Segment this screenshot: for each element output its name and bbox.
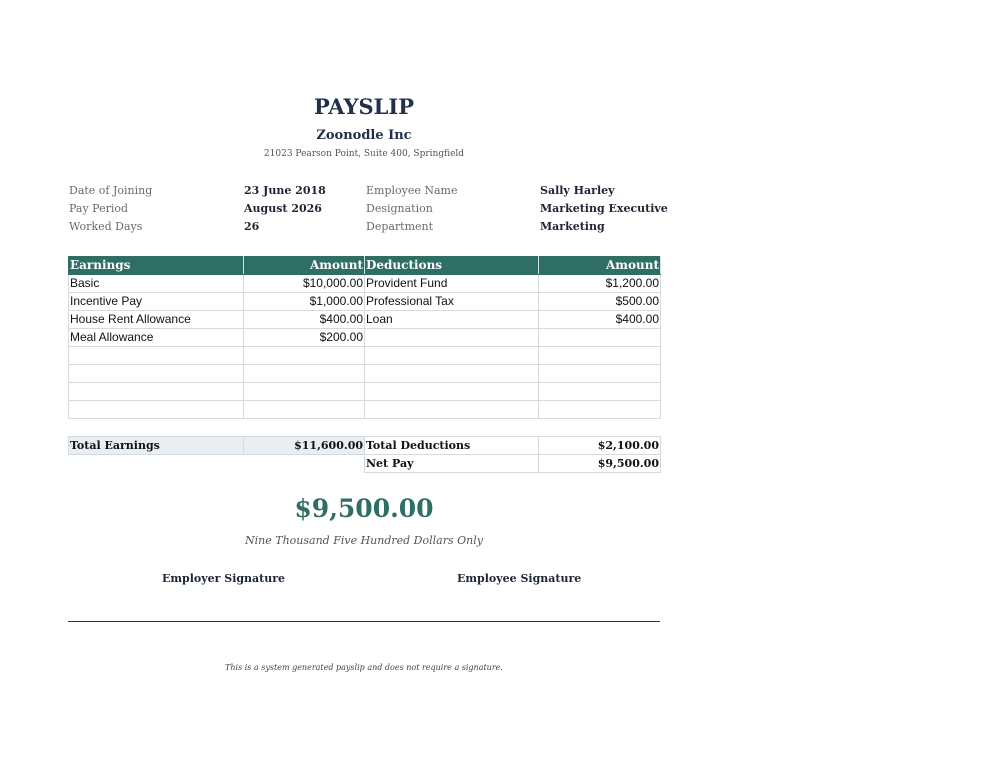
earning-amount: $1,000.00: [244, 293, 365, 311]
worked-days-label: Worked Days: [69, 220, 143, 233]
earning-name: Basic: [69, 275, 244, 293]
empty-row: [69, 365, 661, 383]
earning-amount: $10,000.00: [244, 275, 365, 293]
empty-cell: [365, 347, 539, 365]
empty-cell: [539, 401, 661, 419]
deduction-name: Professional Tax: [365, 293, 539, 311]
empty-cell: [539, 383, 661, 401]
earnings-deductions-table: [68, 256, 661, 473]
empty-cell: [365, 401, 539, 419]
net-pay-value: $9,500.00: [539, 455, 661, 473]
employee-name-label: Employee Name: [366, 184, 458, 197]
table-row: [69, 275, 661, 293]
worked-days-value: 26: [244, 220, 260, 233]
net-pay-words: Nine Thousand Five Hundred Dollars Only: [245, 534, 483, 547]
total-earnings-value: $11,600.00: [244, 437, 365, 455]
department-label: Department: [366, 220, 434, 233]
deduction-amount: $500.00: [539, 293, 661, 311]
earning-amount: $200.00: [244, 329, 365, 347]
info-right-values: [540, 182, 668, 236]
empty-cell: [244, 365, 365, 383]
pay-period-value: August 2026: [244, 202, 322, 215]
deductions-amount-header: Amount: [539, 257, 661, 275]
deduction-name: Loan: [365, 311, 539, 329]
net-pay-amount: $9,500.00: [294, 494, 434, 523]
pay-period-label: Pay Period: [69, 202, 129, 215]
empty-cell: [69, 347, 244, 365]
empty-row: [69, 347, 661, 365]
total-deductions-value: $2,100.00: [539, 437, 661, 455]
earnings-header: Earnings: [69, 257, 244, 275]
deduction-name: [365, 329, 539, 347]
empty-cell: [244, 383, 365, 401]
designation-value: Marketing Executive: [540, 202, 668, 215]
info-left-labels: [69, 182, 152, 236]
deduction-amount: $400.00: [539, 311, 661, 329]
earning-name: House Rent Allowance: [69, 311, 244, 329]
deductions-header: Deductions: [365, 257, 539, 275]
empty-cell: [69, 383, 244, 401]
earning-name: Incentive Pay: [69, 293, 244, 311]
info-left-values: [244, 182, 326, 236]
date-of-joining-value: 23 June 2018: [244, 184, 326, 197]
deduction-amount: [539, 329, 661, 347]
blank-cell: [244, 455, 365, 473]
table-row: [69, 293, 661, 311]
table-row: [69, 311, 661, 329]
employee-signature-label: Employee Signature: [457, 572, 582, 585]
deduction-name: Provident Fund: [365, 275, 539, 293]
info-right-labels: [366, 182, 458, 236]
employer-signature-label: Employer Signature: [162, 572, 286, 585]
table-row: [69, 329, 661, 347]
empty-cell: [539, 365, 661, 383]
spacer-row: [69, 419, 661, 437]
empty-row: [69, 401, 661, 419]
department-value: Marketing: [540, 220, 605, 233]
signature-divider: [68, 621, 660, 622]
total-earnings-label: Total Earnings: [69, 437, 244, 455]
empty-cell: [365, 365, 539, 383]
empty-cell: [365, 383, 539, 401]
earning-amount: $400.00: [244, 311, 365, 329]
blank-cell: [69, 455, 244, 473]
empty-cell: [69, 401, 244, 419]
empty-cell: [539, 347, 661, 365]
spacer: [69, 419, 661, 437]
net-pay-label: Net Pay: [365, 455, 539, 473]
empty-cell: [244, 347, 365, 365]
totals-row: [69, 437, 661, 455]
earnings-amount-header: Amount: [244, 257, 365, 275]
empty-cell: [69, 365, 244, 383]
empty-row: [69, 383, 661, 401]
company-address: 21023 Pearson Point, Suite 400, Springfield: [263, 149, 465, 159]
table-header-row: [69, 257, 661, 275]
payslip-title: PAYSLIP: [313, 94, 415, 119]
employee-name-value: Sally Harley: [540, 184, 615, 197]
earning-name: Meal Allowance: [69, 329, 244, 347]
net-pay-row: [69, 455, 661, 473]
date-of-joining-label: Date of Joining: [69, 184, 153, 197]
total-deductions-label: Total Deductions: [365, 437, 539, 455]
deduction-amount: $1,200.00: [539, 275, 661, 293]
designation-label: Designation: [366, 202, 433, 215]
company-name: Zoonodle Inc: [316, 128, 412, 143]
footer-note: This is a system generated payslip and does not require a signature.: [225, 663, 503, 672]
empty-cell: [244, 401, 365, 419]
